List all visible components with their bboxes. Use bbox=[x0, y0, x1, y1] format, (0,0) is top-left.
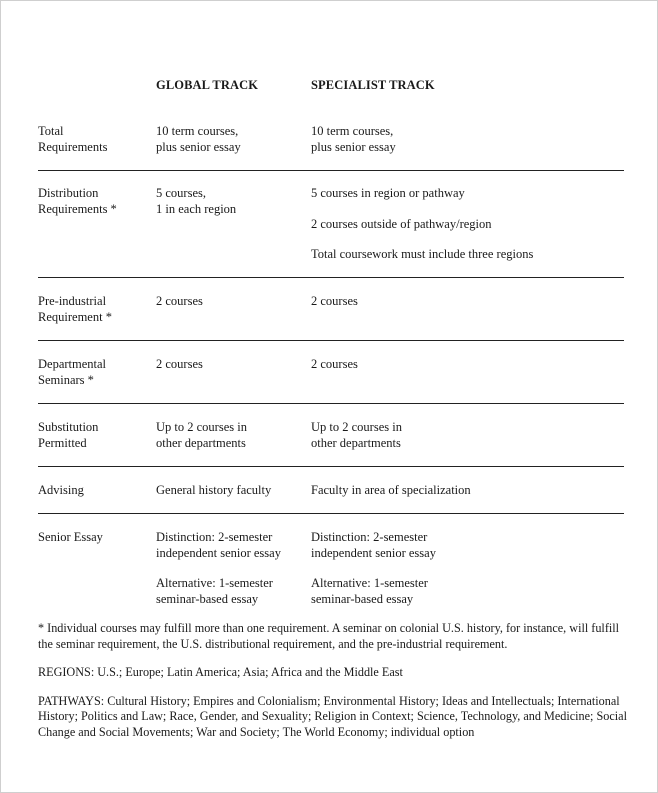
global-track-text-line: 10 term courses, bbox=[156, 124, 239, 138]
row-label-line: Pre-industrial bbox=[38, 294, 107, 308]
global-track-cell bbox=[156, 186, 306, 217]
global-track-cell bbox=[156, 124, 306, 155]
specialist-track-text-line: plus senior essay bbox=[311, 139, 396, 154]
row-divider bbox=[38, 466, 624, 467]
row-label-line: Total bbox=[38, 124, 64, 138]
specialist-track-cell bbox=[311, 483, 621, 499]
row-divider bbox=[38, 513, 624, 514]
specialist-track-cell bbox=[311, 124, 621, 155]
specialist-track-cell bbox=[311, 294, 621, 310]
row-label-line: Requirements bbox=[38, 139, 108, 154]
row-label-line: Senior Essay bbox=[38, 530, 103, 544]
row-divider bbox=[38, 340, 624, 341]
global-track-text-line: General history faculty bbox=[156, 483, 272, 497]
global-track-text-line: Alternative: 1-semester bbox=[156, 576, 273, 590]
specialist-track-text-line: Total coursework must include three regions bbox=[311, 247, 534, 261]
row-label bbox=[38, 294, 150, 325]
global-track-text-line: Distinction: 2-semester bbox=[156, 530, 273, 544]
global-track-text-line: Up to 2 courses in bbox=[156, 420, 247, 434]
notes-section bbox=[38, 621, 628, 753]
row-divider bbox=[38, 277, 624, 278]
global-track-text-line: 5 courses, bbox=[156, 186, 206, 200]
global-track-text-line: seminar-based essay bbox=[156, 591, 259, 606]
specialist-track-text-line: seminar-based essay bbox=[311, 591, 414, 606]
global-track-cell bbox=[156, 530, 306, 607]
specialist-track-text-line: other departments bbox=[311, 435, 401, 450]
row-label-line: Requirements * bbox=[38, 201, 117, 216]
global-track-text-line: independent senior essay bbox=[156, 545, 281, 560]
specialist-track-text-line: 2 courses bbox=[311, 357, 358, 371]
row-label bbox=[38, 483, 150, 499]
specialist-track-text-line: Up to 2 courses in bbox=[311, 420, 402, 434]
global-track-header: GLOBAL TRACK bbox=[156, 78, 259, 92]
row-label bbox=[38, 124, 150, 155]
specialist-track-cell bbox=[311, 186, 621, 263]
row-divider bbox=[38, 403, 624, 404]
global-track-cell bbox=[156, 483, 306, 499]
row-divider bbox=[38, 170, 624, 171]
row-label bbox=[38, 357, 150, 388]
global-track-text-line: 1 in each region bbox=[156, 201, 237, 216]
specialist-track-cell bbox=[311, 357, 621, 373]
paragraph-gap bbox=[311, 232, 621, 247]
row-label-line: Departmental bbox=[38, 357, 107, 371]
specialist-track-text-line: Alternative: 1-semester bbox=[311, 576, 428, 590]
specialist-track-text-line: 5 courses in region or pathway bbox=[311, 186, 465, 200]
paragraph-gap bbox=[156, 561, 306, 576]
pathways-note: PATHWAYS: Cultural History; Empires and Colonialism; Environmental History; Ideas and Intellectuals; International History; Politics and Law; Race, Gender, and Sexuality; Religion in Context; Science, Technology, and Medicine; Social Change and Social Movements; War and Society; The World Economy; individual option bbox=[38, 693, 627, 739]
global-track-cell bbox=[156, 420, 306, 451]
specialist-track-cell bbox=[311, 420, 621, 451]
row-label bbox=[38, 186, 150, 217]
specialist-track-text-line: 2 courses bbox=[311, 294, 358, 308]
global-track-text-line: plus senior essay bbox=[156, 139, 241, 154]
regions-note: REGIONS: U.S.; Europe; Latin America; Asia; Africa and the Middle East bbox=[38, 665, 403, 679]
footnote: * Individual courses may fulfill more than one requirement. A seminar on colonial U.S. history, for instance, will fulfill the seminar requirement, the U.S. distributional requirement, and the pre-industrial requirement. bbox=[38, 621, 620, 651]
specialist-track-text-line: Faculty in area of specialization bbox=[311, 483, 471, 497]
paragraph-gap bbox=[311, 561, 621, 576]
row-label-line: Advising bbox=[38, 483, 84, 497]
specialist-track-header: SPECIALIST TRACK bbox=[311, 78, 435, 92]
specialist-track-text-line: 2 courses outside of pathway/region bbox=[311, 216, 492, 231]
row-label bbox=[38, 530, 150, 546]
row-label-line: Substitution bbox=[38, 420, 99, 434]
specialist-track-text-line: independent senior essay bbox=[311, 545, 436, 560]
row-label-line: Requirement * bbox=[38, 309, 112, 324]
global-track-text-line: 2 courses bbox=[156, 294, 203, 308]
row-label-line: Distribution bbox=[38, 186, 99, 200]
global-track-cell bbox=[156, 294, 306, 310]
global-track-text-line: 2 courses bbox=[156, 357, 203, 371]
row-label-line: Seminars * bbox=[38, 372, 94, 387]
row-label-line: Permitted bbox=[38, 435, 87, 450]
global-track-text-line: other departments bbox=[156, 435, 246, 450]
paragraph-gap bbox=[311, 202, 621, 217]
row-label bbox=[38, 420, 150, 451]
specialist-track-text-line: 10 term courses, bbox=[311, 124, 394, 138]
specialist-track-text-line: Distinction: 2-semester bbox=[311, 530, 428, 544]
specialist-track-cell bbox=[311, 530, 621, 607]
global-track-cell bbox=[156, 357, 306, 373]
